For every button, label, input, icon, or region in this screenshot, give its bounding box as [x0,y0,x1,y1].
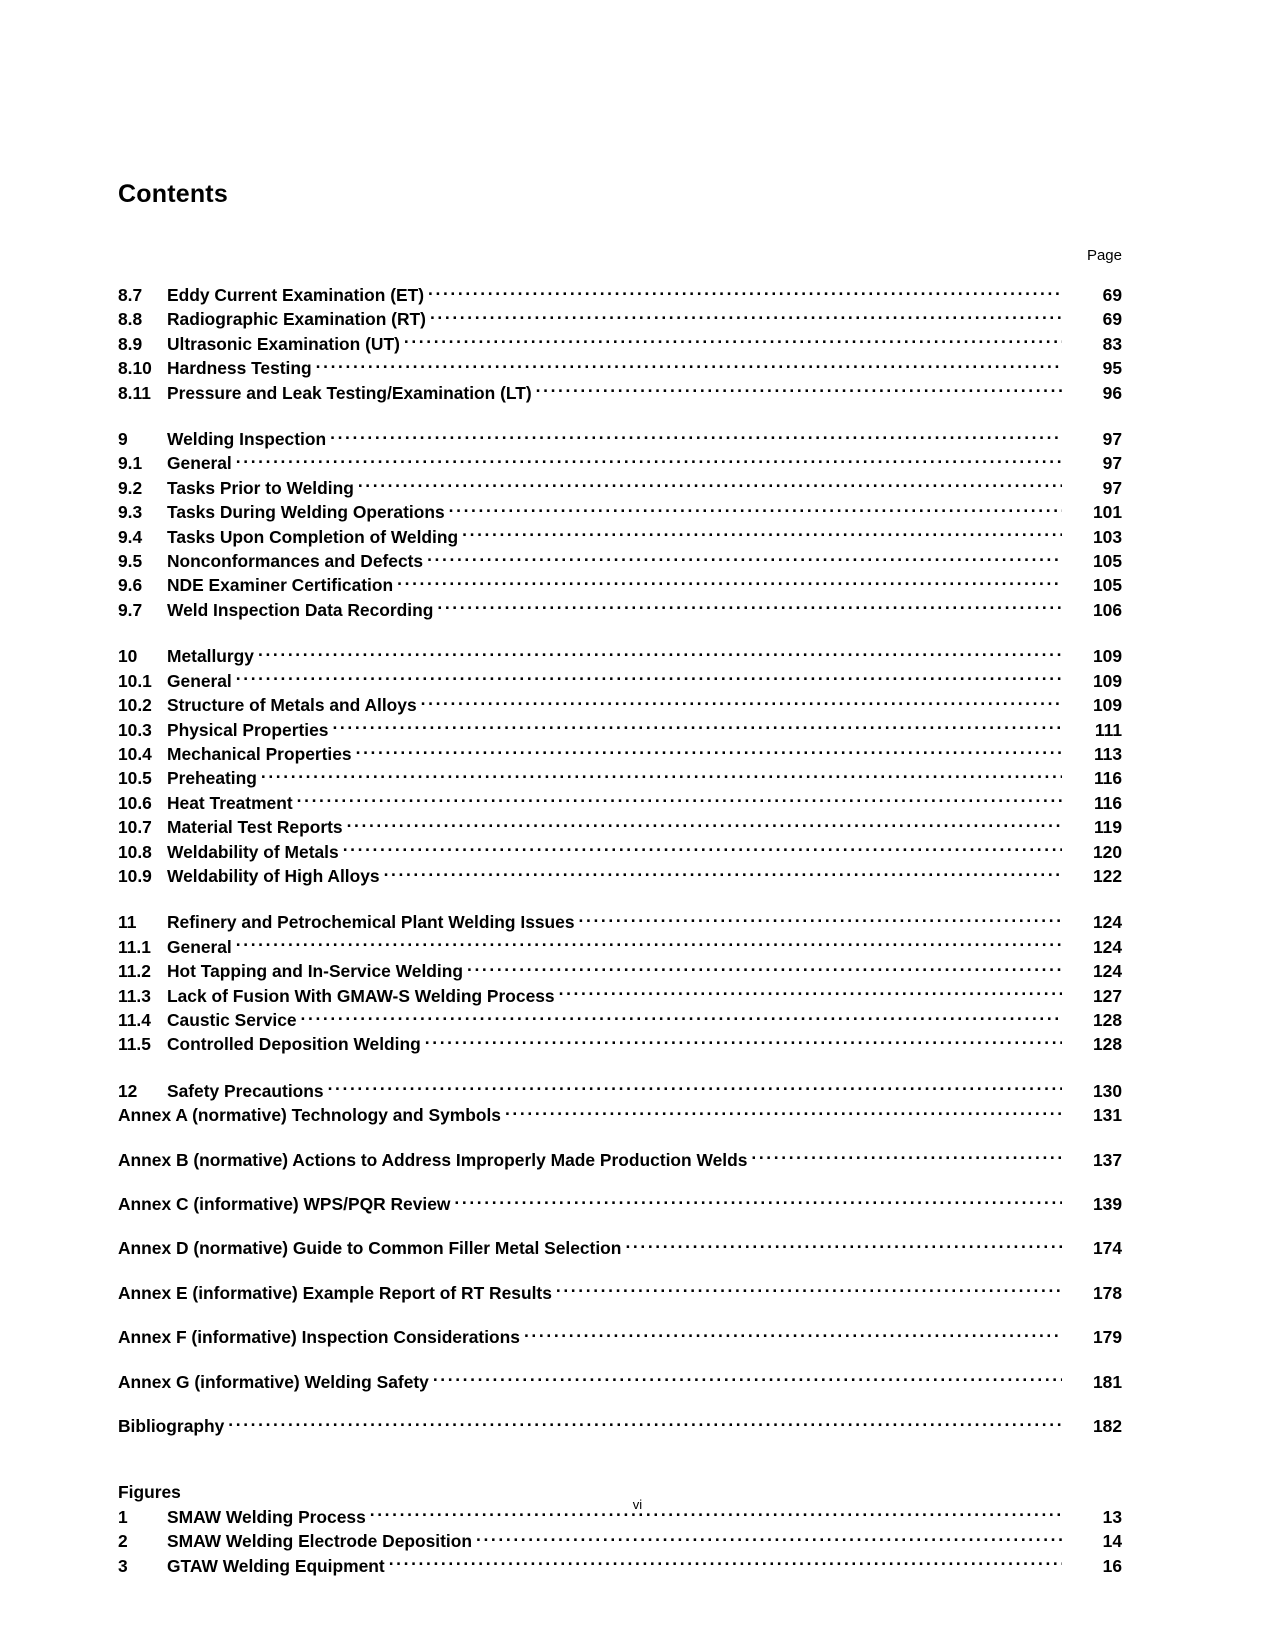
toc-entry-page-number: 97 [1102,429,1122,450]
dot-leader [384,865,1062,882]
toc-entry-label: Metallurgy [167,646,254,667]
toc-entry-number: 9.7 [118,599,143,620]
toc-entry[interactable] [118,1148,1122,1172]
toc-entry[interactable] [118,476,1122,500]
toc-entry-page-number: 119 [1093,817,1122,838]
toc-entry-page-number: 174 [1092,1238,1122,1259]
toc-entry-number: 10.1 [118,670,152,691]
toc-entry-label: Radiographic Examination (RT) [167,309,426,330]
toc-entry-page-number: 124 [1092,961,1122,982]
toc-entry-page-number: 109 [1092,646,1122,667]
toc-entry[interactable] [118,815,1122,839]
dot-leader [433,1370,1062,1387]
dot-leader [425,1033,1062,1050]
toc-entry[interactable] [118,525,1122,549]
toc-entry-page-number: 111 [1094,719,1122,740]
dot-leader [330,428,1062,445]
page-content [118,0,1122,1578]
dot-leader [316,357,1062,374]
toc-entry-label: Annex E (informative) Example Report of RT Results [118,1282,552,1303]
page-folio: vi [632,1497,643,1512]
page-column-header: Page [1086,247,1122,264]
toc-entry-number: 9.1 [118,453,143,474]
toc-entry[interactable] [118,283,1122,307]
toc-annex-row [118,1236,1122,1260]
toc-entry-label: Material Test Reports [167,817,343,838]
dot-leader [556,1281,1062,1298]
toc-entry-number: 10.2 [118,695,152,716]
toc-entry-label: General [167,936,232,957]
toc-entry-page-number: 69 [1102,309,1122,330]
dot-leader [297,791,1062,808]
toc-entry[interactable] [118,1325,1122,1349]
toc-group-section-8-continued [118,283,1122,405]
toc-entry-label: Weldability of Metals [167,841,339,862]
dot-leader [751,1148,1062,1165]
dot-leader [236,669,1062,686]
toc-entry-label: Refinery and Petrochemical Plant Welding Issues [167,912,575,933]
toc-entry-number: 11.5 [118,1034,151,1055]
dot-leader [332,718,1062,735]
figures-list [118,1505,1122,1578]
toc-entry[interactable] [118,718,1122,742]
toc-entry-page-number: 97 [1102,477,1122,498]
toc-entry[interactable] [118,1192,1122,1216]
toc-entry-page-number: 97 [1102,453,1122,474]
toc-entry[interactable] [118,1103,1122,1127]
toc-entry[interactable] [118,1008,1122,1032]
toc-entry-number: 11.3 [118,985,151,1006]
toc-entry-number: 10.6 [118,792,152,813]
toc-annex-row [118,1325,1122,1349]
toc-entry[interactable] [118,840,1122,864]
toc-entry-number: 8.11 [118,382,151,403]
toc-entry-page-number: 109 [1092,670,1122,691]
toc-entry-number: 9.4 [118,526,143,547]
dot-leader [347,816,1062,833]
dot-leader [261,767,1062,784]
toc-entry-number: 10.9 [118,865,152,886]
toc-entry[interactable] [118,693,1122,717]
toc-entry-label: Tasks During Welding Operations [167,502,445,523]
toc-entry-label: Heat Treatment [167,792,293,813]
toc-entry-page-number: 116 [1093,792,1122,813]
dot-leader [427,550,1062,567]
dot-leader [328,1079,1062,1096]
toc-entry-page-number: 127 [1092,985,1122,1006]
toc-annex-row [118,1370,1122,1394]
toc-entry[interactable] [118,598,1122,622]
toc-entry-label: Bibliography [118,1416,225,1437]
toc-annex-row [118,1103,1122,1127]
toc-entry-label: Ultrasonic Examination (UT) [167,333,400,354]
toc-entry-label: Eddy Current Examination (ET) [167,285,425,305]
dot-leader [421,694,1062,711]
figures-block [118,1480,1122,1578]
toc-annex-row [118,1192,1122,1216]
toc-annex-row [118,1148,1122,1172]
dot-leader [389,1554,1062,1571]
toc-entry[interactable] [118,332,1122,356]
toc-group-section-10 [118,644,1122,888]
dot-leader [404,332,1062,349]
toc-group-section-9 [118,427,1122,622]
toc-entry-label: Pressure and Leak Testing/Examination (LT) [167,382,532,403]
toc-entry-number: 1 [118,1506,128,1527]
toc-entry-label: Hardness Testing [167,358,312,379]
toc-entry-label: Safety Precautions [167,1080,324,1101]
toc-entry-page-number: 106 [1092,599,1122,620]
toc-entry-label: Annex A (normative) Technology and Symbols [118,1105,501,1126]
dot-leader [625,1237,1062,1254]
toc-entry-number: 10.8 [118,841,152,862]
dot-leader [356,743,1062,760]
toc-entry-label: Annex F (informative) Inspection Considerations [118,1327,520,1348]
toc-entry-number: 9.5 [118,551,143,572]
toc-entry-number: 11 [118,912,137,933]
page-title: Contents [118,180,228,208]
toc-entry[interactable] [118,451,1122,475]
toc-entry[interactable] [118,984,1122,1008]
toc-entry-page-number: 109 [1092,695,1122,716]
toc-entry-number: 10.4 [118,743,152,764]
toc-entry-label: Controlled Deposition Welding [167,1034,421,1055]
dot-leader [559,984,1062,1001]
toc-entry-page-number: 105 [1092,575,1122,596]
toc-entry-number: 9.3 [118,502,143,523]
toc-entry[interactable] [118,935,1122,959]
toc-entry-page-number: 13 [1102,1506,1122,1527]
toc-entry-label: Preheating [167,768,257,789]
dot-leader [536,381,1062,398]
toc-entry-page-number: 182 [1092,1416,1122,1437]
toc-entry-number: 2 [118,1531,128,1552]
toc-entry[interactable] [118,1032,1122,1056]
toc-entry-page-number: 130 [1092,1080,1122,1101]
toc-entry-label: SMAW Welding Process [167,1506,366,1527]
toc-entry-label: General [167,670,232,691]
toc-entry-page-number: 128 [1092,1009,1122,1030]
dot-leader [462,525,1062,542]
toc-entry-page-number: 179 [1092,1327,1122,1348]
toc-entry-label: Welding Inspection [167,429,327,450]
toc-entry-label: Weldability of High Alloys [167,865,380,886]
dot-leader [476,1530,1062,1547]
toc-entry[interactable] [118,1414,1122,1438]
toc-entry-label: Weld Inspection Data Recording [167,599,434,620]
toc-entry-number: 3 [118,1555,128,1576]
toc-entry-page-number: 178 [1092,1282,1122,1303]
toc-entry-label: Annex B (normative) Actions to Address Improperly Made Production Welds [118,1149,748,1170]
toc-entry[interactable] [118,500,1122,524]
toc-entry-page-number: 181 [1092,1371,1122,1392]
dot-leader [579,911,1062,928]
toc-group-section-12 [118,1079,1122,1103]
toc-entry[interactable] [118,669,1122,693]
toc-entry-page-number: 124 [1092,936,1122,957]
dot-leader [505,1104,1062,1121]
toc-entry-page-number: 113 [1093,743,1122,764]
toc-entry-number: 8.10 [118,358,152,379]
dot-leader [228,1415,1062,1432]
toc-entry-page-number: 16 [1102,1555,1122,1576]
toc-entry-label: Hot Tapping and In-Service Welding [167,961,463,982]
toc-entry[interactable] [118,791,1122,815]
toc-entry-page-number: 131 [1092,1105,1122,1126]
toc-entry-page-number: 95 [1102,358,1122,379]
toc-entry-page-number: 96 [1102,382,1122,403]
toc-entry-page-number: 128 [1092,1034,1122,1055]
toc-entry-label: SMAW Welding Electrode Deposition [167,1531,472,1552]
figures-heading: Figures [118,1482,181,1503]
toc-entry-number: 10.7 [118,817,152,838]
dot-leader [358,476,1062,493]
dot-leader [236,452,1062,469]
toc-entry-number: 9 [118,429,128,450]
toc-entry-label: Physical Properties [167,719,329,740]
toc-entry[interactable] [118,766,1122,790]
toc-entry[interactable] [118,910,1122,934]
toc-entry[interactable] [118,356,1122,380]
toc-entry-page-number: 139 [1092,1194,1122,1214]
toc-entry-page-number: 120 [1092,841,1122,862]
toc-entry-number: 10 [118,646,138,667]
dot-leader [454,1193,1062,1210]
toc-entry[interactable] [118,644,1122,668]
toc-entry-label: General [167,453,232,474]
toc-entry-page-number: 124 [1092,912,1122,933]
dot-leader [428,284,1062,301]
toc-entry-label: Lack of Fusion With GMAW-S Welding Process [167,985,555,1006]
toc-entry-number: 8.7 [118,285,143,305]
toc-entry[interactable] [118,864,1122,888]
dot-leader [430,308,1062,325]
toc-entry-label: Tasks Prior to Welding [167,477,354,498]
toc-entry[interactable] [118,1370,1122,1394]
toc-entry-number: 11.1 [118,936,151,957]
toc-entry-number: 9.2 [118,477,143,498]
toc-entry-number: 11.4 [118,1009,151,1030]
dot-leader [236,935,1062,952]
toc-group-section-11 [118,910,1122,1056]
toc-entry-page-number: 69 [1102,285,1122,305]
toc-entry-label: Nonconformances and Defects [167,551,424,572]
toc-entry-label: Caustic Service [167,1009,297,1030]
toc-entry-label: Mechanical Properties [167,743,352,764]
dot-leader [524,1326,1062,1343]
toc-entry-label: Tasks Upon Completion of Welding [167,526,459,547]
toc-entry-page-number: 101 [1092,502,1122,523]
toc-entry-page-number: 14 [1102,1531,1122,1552]
toc-entry-page-number: 103 [1092,526,1122,547]
toc-entry-page-number: 137 [1092,1149,1122,1170]
dot-leader [397,574,1062,591]
figure-entry[interactable] [118,1554,1122,1578]
toc-entry-page-number: 116 [1093,768,1122,789]
toc-entry[interactable] [118,742,1122,766]
figure-entry[interactable] [118,1529,1122,1553]
toc-entry-number: 8.9 [118,333,143,354]
toc-annex-row [118,1414,1122,1438]
toc-entry[interactable] [118,381,1122,405]
toc-entry-number: 12 [118,1080,138,1101]
toc-entry-page-number: 122 [1092,865,1122,886]
dot-leader [301,1009,1062,1026]
toc-entry[interactable] [118,307,1122,331]
toc-entry-number: 10.3 [118,719,152,740]
toc-entry-page-number: 105 [1092,551,1122,572]
toc-entry[interactable] [118,1281,1122,1305]
toc-entry-label: Annex C (informative) WPS/PQR Review [118,1194,451,1214]
toc-entry-number: 10.5 [118,768,152,789]
toc-entry-number: 8.8 [118,309,143,330]
toc-section-groups [118,283,1122,1103]
toc-entry-label: NDE Examiner Certification [167,575,394,596]
dot-leader [437,598,1062,615]
toc-entry[interactable] [118,1236,1122,1260]
toc-entry-label: GTAW Welding Equipment [167,1555,385,1576]
toc-annex-row [118,1281,1122,1305]
toc-entry[interactable] [118,427,1122,451]
toc-entry-number: 9.6 [118,575,143,596]
toc-entry-label: Structure of Metals and Alloys [167,695,417,716]
toc-entry[interactable] [118,573,1122,597]
dot-leader [258,645,1062,662]
table-of-contents [118,283,1122,1578]
toc-annex-list [118,1103,1122,1438]
toc-entry[interactable] [118,959,1122,983]
toc-entry[interactable] [118,1079,1122,1103]
toc-entry-number: 11.2 [118,961,151,982]
dot-leader [467,960,1062,977]
toc-entry[interactable] [118,549,1122,573]
toc-entry-label: Annex G (informative) Welding Safety [118,1371,429,1392]
toc-entry-label: Annex D (normative) Guide to Common Filler Metal Selection [118,1238,622,1259]
toc-entry-page-number: 83 [1102,333,1122,354]
dot-leader [343,840,1062,857]
dot-leader [449,501,1062,518]
